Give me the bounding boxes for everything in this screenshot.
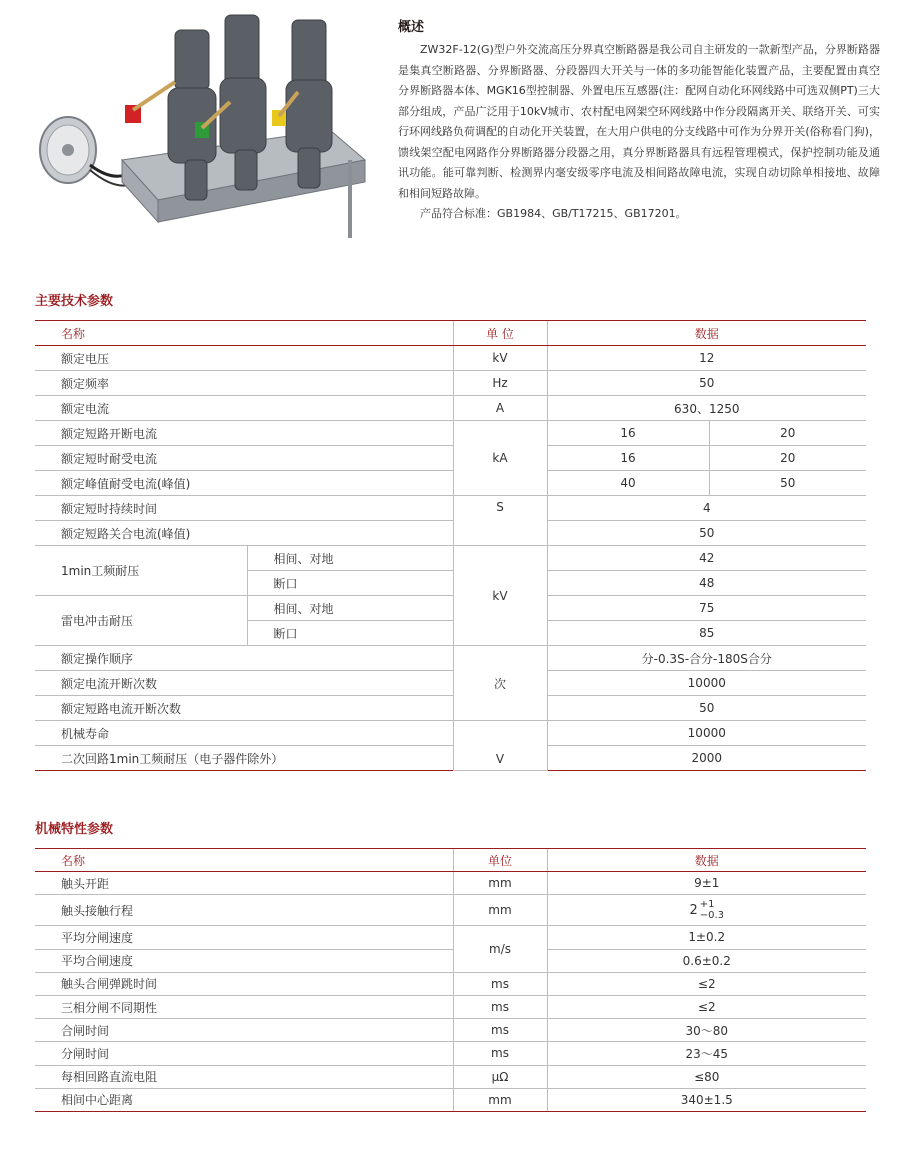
row-name: 额定峰值耐受电流(峰值) (35, 471, 453, 496)
row-name: 合闸时间 (35, 1019, 453, 1042)
row-name: 额定频率 (35, 371, 453, 396)
row-value: 16 (547, 421, 709, 446)
header-name: 名称 (35, 321, 453, 346)
row-name: 额定电流开断次数 (35, 671, 453, 696)
product-photo (30, 10, 375, 245)
table-row (35, 1088, 866, 1111)
row-unit: mm (453, 1088, 547, 1111)
table-row (35, 1042, 866, 1065)
row-unit: μΩ (453, 1065, 547, 1088)
row-value: 0.6±0.2 (547, 949, 866, 972)
mech-params-table (35, 848, 866, 1112)
header-name: 名称 (35, 849, 453, 872)
table-row (35, 1019, 866, 1042)
row-unit: ms (453, 1042, 547, 1065)
table-row (35, 521, 866, 546)
row-value: 2000 (547, 746, 866, 771)
row-name: 触头开距 (35, 872, 453, 895)
tech-section-title: 主要技术参数 (35, 294, 114, 309)
row-unit: m/s (453, 926, 547, 972)
row-value: 75 (547, 596, 866, 621)
table-row (35, 895, 866, 926)
table-row (35, 421, 866, 446)
tolerance-upper: +1 (699, 899, 715, 911)
row-unit: S (453, 496, 547, 546)
row-name: 相间中心距离 (35, 1088, 453, 1111)
row-name: 三相分闸不同期性 (35, 995, 453, 1018)
row-unit: mm (453, 895, 547, 926)
row-name: 额定电流 (35, 396, 453, 421)
row-name: 触头合闸弹跳时间 (35, 972, 453, 995)
header-unit: 单 位 (453, 321, 547, 346)
overview-standards: 产品符合标准：GB1984、GB/T17215、GB17201。 (420, 207, 687, 220)
overview-title: 概述 (398, 20, 425, 35)
table-row (35, 746, 866, 771)
row-name: 额定短时耐受电流 (35, 446, 453, 471)
row-value: 40 (547, 471, 709, 496)
table-row (35, 396, 866, 421)
row-name: 额定短路开断电流 (35, 421, 453, 446)
row-value: ≤2 (547, 972, 866, 995)
row-name: 额定操作顺序 (35, 646, 453, 671)
row-unit: mm (453, 872, 547, 895)
table-row (35, 721, 866, 746)
row-unit: A (453, 396, 547, 421)
row-value: 30～80 (547, 1019, 866, 1042)
row-value: 50 (547, 696, 866, 721)
row-subname: 相间、对地 (247, 546, 453, 571)
row-name: 额定电压 (35, 346, 453, 371)
table-row (35, 949, 866, 972)
table-row (35, 646, 866, 671)
row-value: 50 (709, 471, 866, 496)
overview-paragraph: ZW32F-12(G)型户外交流高压分界真空断路器是我公司自主研发的一款新型产品，分界断路器是集真空断路器、分界断路器、分段器四大开关与一体的多功能智能化装置产品，主要配置由真空分界断路器本体、MGK16型控制器、外置电压互感器(注：配网自动化环网线路中可选双侧PT)三大部分组成，产品广泛用于10kV城市、农村配电网架空环网线路中作分段隔离开关、联络开关、可实行环网线路负荷调配的自动化开关装置，在大用户供电的分支线路中可作为分界开关(俗称看门狗)，馈线架空配电网路作分界断路器分段器之用，真分界断路器具有远程管理模式，保护控制功能及通讯功能。能可靠判断、检测界内毫安级零序电流及相间路故障电流，实现自动切除单相接地、故障和相间短路故障。 (398, 43, 880, 200)
table-row (35, 496, 866, 521)
row-name: 雷电冲击耐压 (35, 596, 247, 646)
row-value: 9±1 (547, 872, 866, 895)
table-row (35, 596, 866, 621)
row-value: 1±0.2 (547, 926, 866, 949)
row-name: 机械寿命 (35, 721, 453, 746)
row-value: 340±1.5 (547, 1088, 866, 1111)
table-row (35, 471, 866, 496)
row-value (547, 895, 866, 926)
row-value: 12 (547, 346, 866, 371)
table-row (35, 696, 866, 721)
row-name: 平均分闸速度 (35, 926, 453, 949)
overview-body (398, 40, 880, 225)
row-unit: 次 (453, 646, 547, 721)
table-header (35, 321, 866, 346)
row-unit: kA (453, 421, 547, 496)
table-row (35, 926, 866, 949)
insulator-poles (168, 15, 332, 200)
row-value: 20 (709, 421, 866, 446)
row-name: 二次回路1min工频耐压（电子器件除外） (35, 746, 453, 771)
header-data: 数据 (547, 321, 866, 346)
table-row (35, 1065, 866, 1088)
row-value: 10000 (547, 671, 866, 696)
table-row (35, 346, 866, 371)
row-value: ≤2 (547, 995, 866, 1018)
table-row (35, 972, 866, 995)
mech-section-title: 机械特性参数 (35, 822, 114, 837)
tolerance-base: 2 (689, 902, 698, 918)
header-data: 数据 (547, 849, 866, 872)
row-unit: kV (453, 546, 547, 646)
row-value: 85 (547, 621, 866, 646)
row-value: 10000 (547, 721, 866, 746)
row-value: 630、1250 (547, 396, 866, 421)
row-value: 50 (547, 521, 866, 546)
header-unit: 单位 (453, 849, 547, 872)
row-name: 触头接触行程 (35, 895, 453, 926)
table-row (35, 546, 866, 571)
table-header (35, 849, 866, 872)
row-value: 42 (547, 546, 866, 571)
row-name: 每相回路直流电阻 (35, 1065, 453, 1088)
row-value: 23～45 (547, 1042, 866, 1065)
row-name: 平均合闸速度 (35, 949, 453, 972)
row-value: 20 (709, 446, 866, 471)
row-unit: kV (453, 346, 547, 371)
row-unit: V (453, 721, 547, 771)
tech-params-table (35, 320, 866, 771)
table-row (35, 872, 866, 895)
table-row (35, 446, 866, 471)
row-name: 额定短时持续时间 (35, 496, 453, 521)
row-value: ≤80 (547, 1065, 866, 1088)
row-subname: 相间、对地 (247, 596, 453, 621)
row-value: 分-0.3S-合分-180S合分 (547, 646, 866, 671)
row-subname: 断口 (247, 571, 453, 596)
row-name: 额定短路电流开断次数 (35, 696, 453, 721)
table-row (35, 671, 866, 696)
table-row (35, 371, 866, 396)
row-value: 4 (547, 496, 866, 521)
row-unit: Hz (453, 371, 547, 396)
table-row (35, 995, 866, 1018)
row-unit: ms (453, 1019, 547, 1042)
row-name: 1min工频耐压 (35, 546, 247, 596)
row-value: 48 (547, 571, 866, 596)
row-unit: ms (453, 995, 547, 1018)
row-unit: ms (453, 972, 547, 995)
row-value: 16 (547, 446, 709, 471)
tolerance-lower: −0.3 (699, 910, 725, 922)
row-value: 50 (547, 371, 866, 396)
row-name: 分闸时间 (35, 1042, 453, 1065)
row-subname: 断口 (247, 621, 453, 646)
row-name: 额定短路关合电流(峰值) (35, 521, 453, 546)
tolerance-value (689, 899, 724, 921)
